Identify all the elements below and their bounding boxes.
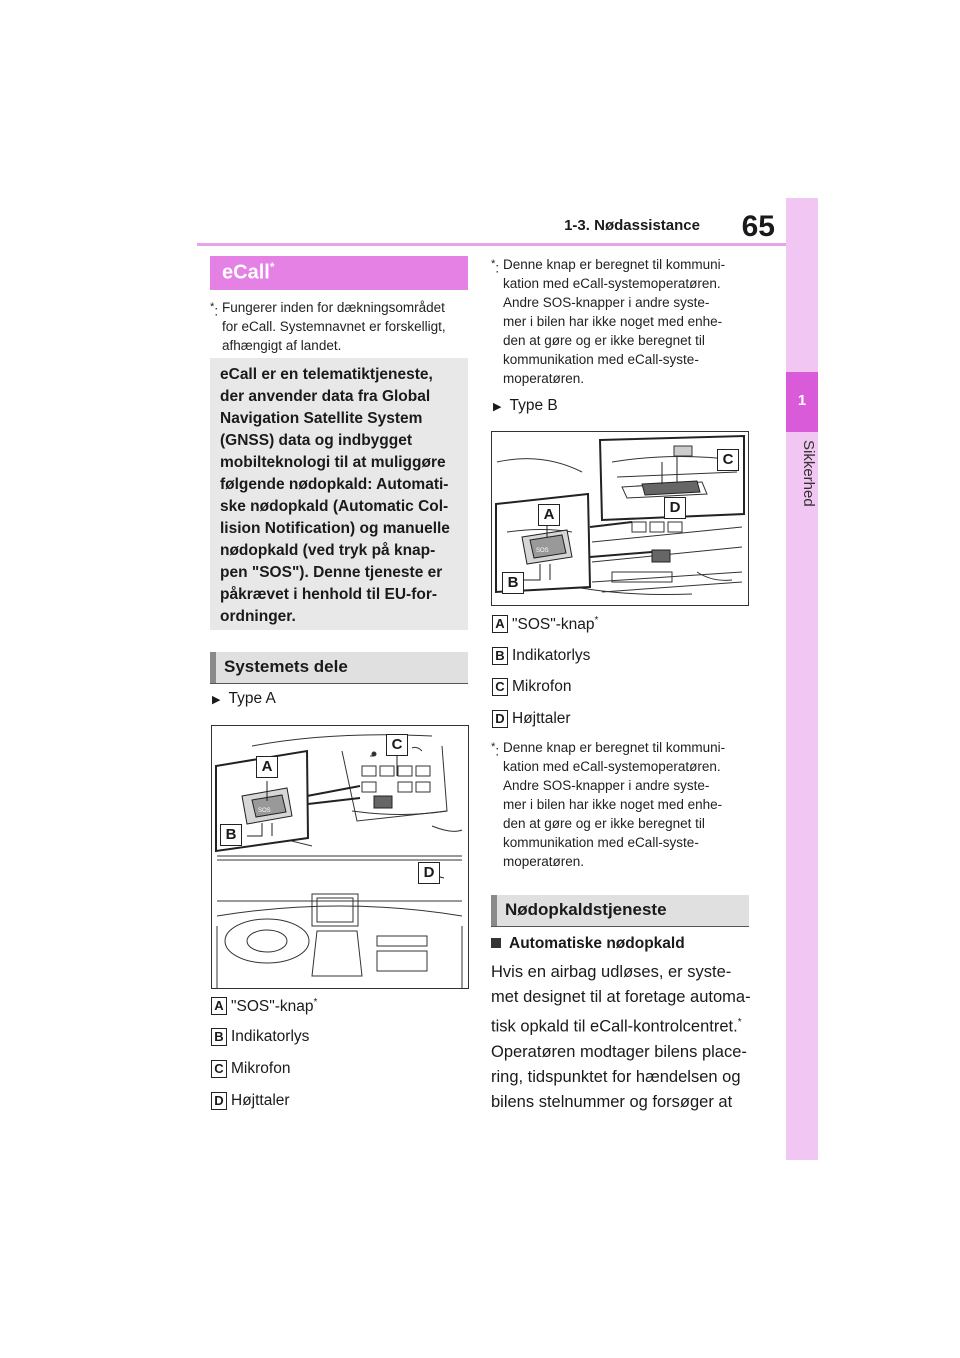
ecall-footnote bbox=[210, 298, 470, 358]
intro-line: eCall er en telematiktjeneste, bbox=[220, 366, 433, 383]
fig-label-a: A bbox=[538, 504, 560, 526]
intro-line: ordninger. bbox=[220, 608, 296, 625]
body-line: met designet til at foretage automa- bbox=[491, 988, 751, 1006]
figure-type-a bbox=[211, 725, 469, 989]
footnote-mark: *: bbox=[491, 741, 500, 759]
chapter-label: Sikkerhed bbox=[800, 440, 817, 507]
sos-text: SOS bbox=[258, 808, 271, 814]
footnote-line: kation med eCall-systemoperatøren. bbox=[503, 276, 721, 291]
header-rule bbox=[197, 243, 787, 246]
footnote-line: Fungerer inden for dækningsområdet bbox=[222, 300, 445, 315]
footnote-line: Denne knap er beregnet til kommuni- bbox=[503, 257, 726, 272]
intro-line: ske nødopkald (Automatic Col- bbox=[220, 498, 449, 515]
footnote-line: mer i bilen har ikke noget med enhe- bbox=[503, 797, 723, 812]
legend-item-c: C Mikrofon bbox=[211, 1060, 461, 1082]
type-b-label: ▶ Type B bbox=[493, 397, 558, 414]
letter-box: B bbox=[492, 647, 508, 665]
fig-label-b: B bbox=[220, 824, 242, 846]
sos-text: SOS bbox=[536, 548, 549, 554]
type-a-illustration bbox=[212, 726, 468, 988]
body-line: ring, tidspunktet for hændelsen og bbox=[491, 1067, 741, 1086]
type-a-label: ▶ Type A bbox=[212, 690, 276, 707]
intro-line: følgende nødopkald: Automati- bbox=[220, 476, 449, 493]
intro-line: mobilteknologi til at muliggøre bbox=[220, 454, 446, 471]
footnote-line: kation med eCall-systemoperatøren. bbox=[503, 759, 721, 774]
footnote-line: den at gøre og er ikke beregnet til bbox=[503, 816, 705, 831]
sos-footnote-bottom bbox=[491, 738, 753, 873]
letter-box: C bbox=[211, 1060, 227, 1078]
intro-line: der anvender data fra Global bbox=[220, 388, 431, 405]
fig-label-c: C bbox=[386, 734, 408, 756]
intro-line: lision Notification) og manuelle bbox=[220, 520, 450, 537]
fig-label-c: C bbox=[717, 449, 739, 471]
footnote-line: Denne knap er beregnet til kommuni- bbox=[503, 740, 726, 755]
footnote-line: Andre SOS-knapper i andre syste- bbox=[503, 295, 710, 310]
footnote-line: moperatøren. bbox=[503, 854, 585, 869]
automatiske-nodopkald-subheading: Automatiske nødopkald bbox=[491, 935, 685, 953]
letter-box: B bbox=[211, 1028, 227, 1046]
footnote-line: kommunikation med eCall-syste- bbox=[503, 835, 699, 850]
legend-item-b: B Indikatorlys bbox=[211, 1028, 461, 1050]
figure-type-b bbox=[491, 431, 749, 606]
intro-line: Navigation Satellite System bbox=[220, 410, 423, 427]
letter-box: D bbox=[211, 1092, 227, 1110]
footnote-line: den at gøre og er ikke beregnet til bbox=[503, 333, 705, 348]
footnote-line: afhængigt af landet. bbox=[222, 338, 342, 353]
intro-line: påkrævet i henhold til EU-for- bbox=[220, 586, 438, 603]
square-bullet-icon bbox=[491, 938, 501, 948]
letter-box: A bbox=[211, 997, 227, 1015]
footnote-line: kommunikation med eCall-syste- bbox=[503, 352, 699, 367]
heading-rule bbox=[210, 683, 468, 684]
ecall-title: eCall* bbox=[222, 260, 275, 284]
footnote-line: moperatøren. bbox=[503, 371, 585, 386]
chapter-number: 1 bbox=[797, 392, 807, 409]
triangle-bullet-icon: ▶ bbox=[493, 401, 502, 413]
legend-item-a: A "SOS"-knap* bbox=[492, 615, 742, 637]
legend-item-a: A "SOS"-knap* bbox=[211, 997, 461, 1019]
letter-box: C bbox=[492, 678, 508, 696]
legend-item-c: C Mikrofon bbox=[492, 678, 742, 700]
fig-label-b: B bbox=[502, 572, 524, 594]
footnote-mark: *: bbox=[210, 301, 219, 319]
triangle-bullet-icon: ▶ bbox=[212, 694, 221, 706]
footnote-line: Andre SOS-knapper i andre syste- bbox=[503, 778, 710, 793]
systemets-dele-heading: Systemets dele bbox=[224, 657, 348, 676]
fig-label-d: D bbox=[418, 862, 440, 884]
sos-footnote-top bbox=[491, 255, 753, 390]
nodopkald-body bbox=[491, 960, 753, 1115]
letter-box: A bbox=[492, 615, 508, 633]
heading-rule bbox=[491, 926, 749, 927]
nodopkald-heading: Nødopkaldstjeneste bbox=[505, 900, 667, 919]
body-line: tisk opkald til eCall-kontrolcentret.* bbox=[491, 1017, 742, 1036]
letter-box: D bbox=[492, 710, 508, 728]
footnote-line: mer i bilen har ikke noget med enhe- bbox=[503, 314, 723, 329]
legend-item-b: B Indikatorlys bbox=[492, 647, 742, 669]
legend-item-d: D Højttaler bbox=[492, 710, 742, 732]
body-line: Hvis en airbag udløses, er syste- bbox=[491, 963, 732, 981]
chapter-tab-band bbox=[786, 198, 818, 1160]
footnote-mark: *: bbox=[491, 258, 500, 276]
fig-label-d: D bbox=[664, 497, 686, 519]
fig-label-a: A bbox=[256, 756, 278, 778]
body-line: bilens stelnummer og forsøger at bbox=[491, 1092, 733, 1111]
intro-line: (GNSS) data og indbygget bbox=[220, 432, 413, 449]
ecall-intro-text bbox=[220, 364, 464, 628]
section-title: 1-3. Nødassistance bbox=[564, 217, 700, 234]
intro-line: nødopkald (ved tryk på knap- bbox=[220, 542, 436, 559]
legend-item-d: D Højttaler bbox=[211, 1092, 461, 1114]
page-number: 65 bbox=[741, 210, 775, 243]
intro-line: pen "SOS"). Denne tjeneste er bbox=[220, 564, 443, 581]
footnote-line: for eCall. Systemnavnet er forskelligt, bbox=[222, 319, 446, 334]
body-line: Operatøren modtager bilens place- bbox=[491, 1042, 747, 1061]
type-b-illustration bbox=[492, 432, 748, 605]
